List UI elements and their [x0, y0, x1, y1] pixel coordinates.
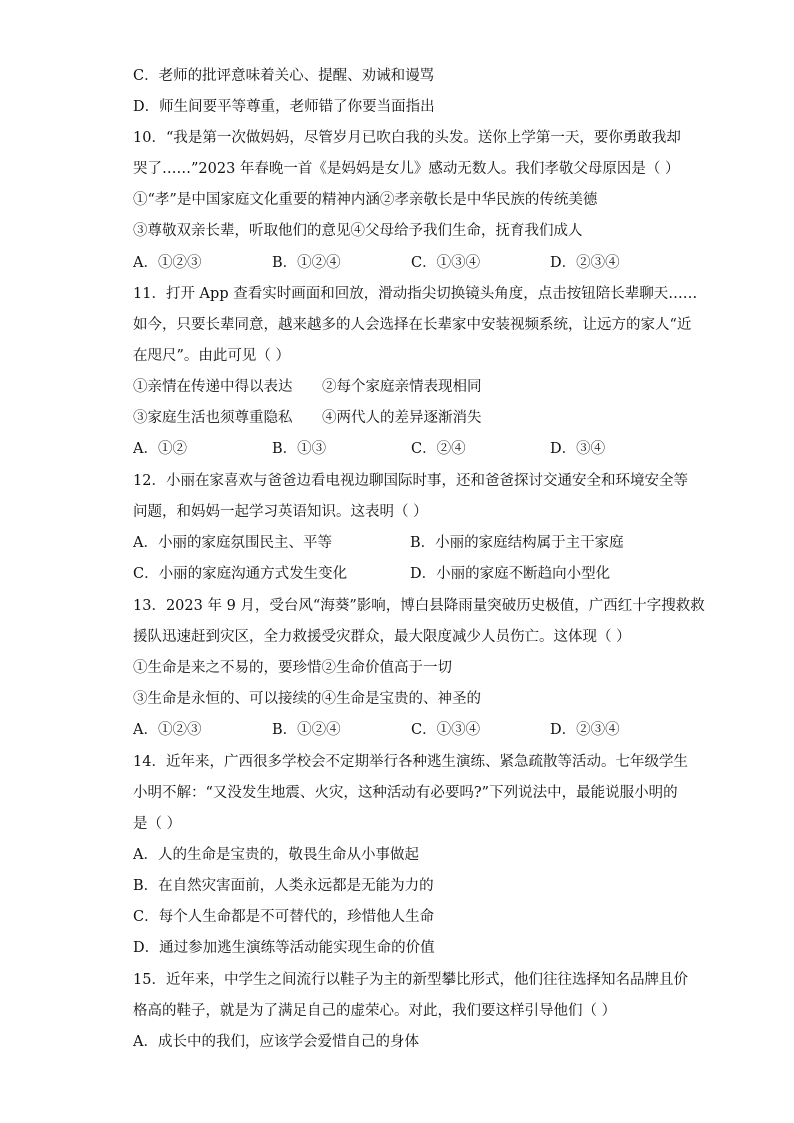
q11-statement-1: ①亲情在传递中得以表达 — [133, 379, 293, 395]
q14-stem-line2: 小明不解：“又没发生地震、火灾，这种活动有必要吗?”下列说法中，最能说服小明的 — [133, 785, 678, 801]
q13-option-d: D．②③④ — [550, 722, 620, 738]
q15-stem-line1: 15．近年来，中学生之间流行以鞋子为主的新型攀比形式，他们往往选择知名品牌且价 — [133, 972, 688, 988]
q11-option-c: C．②④ — [411, 441, 466, 457]
q10-option-d: D．②③④ — [550, 255, 620, 271]
q12-stem-line1: 12．小丽在家喜欢与爸爸边看电视边聊国际时事，还和爸爸探讨交通安全和环境安全等 — [133, 473, 688, 489]
q12-option-d: D．小丽的家庭不断趋向小型化 — [410, 566, 611, 582]
q10-stem-line2: 哭了……”2023 年春晚一首《是妈妈是女儿》感动无数人。我们孝敬父母原因是（ ） — [133, 161, 680, 177]
q11-stem-line1: 11．打开 App 查看实时画面和回放，滑动指尖切换镜头角度，点击按钮陪长辈聊天…… — [133, 286, 698, 302]
q12-option-c: C．小丽的家庭沟通方式发生变化 — [133, 566, 348, 582]
q10-stem-line1: 10．“我是第一次做妈妈，尽管岁月已吹白我的头发。送你上学第一天，要你勇敢我却 — [133, 130, 681, 146]
q11-option-d: D．③④ — [550, 441, 606, 457]
q13-statements-line2: ③生命是永恒的、可以接续的④生命是宝贵的、神圣的 — [133, 691, 481, 707]
q15-stem-line2: 格高的鞋子，就是为了满足自己的虚荣心。对此，我们要这样引导他们（ ） — [133, 1003, 617, 1019]
q10-option-a: A．①②③ — [133, 255, 202, 271]
q10-statements-line2: ③尊敬双亲长辈，听取他们的意见④父母给予我们生命，抚育我们成人 — [133, 223, 583, 239]
q15-option-a: A．成长中的我们，应该学会爱惜自己的身体 — [133, 1034, 419, 1050]
q11-statement-3: ③家庭生活也须尊重隐私 — [133, 410, 293, 426]
q11-statement-4: ④两代人的差异逐渐消失 — [322, 410, 482, 426]
q13-statements-line1: ①生命是来之不易的，要珍惜②生命价值高于一切 — [133, 660, 452, 676]
q10-option-b: B．①②④ — [272, 255, 341, 271]
q12-option-b: B．小丽的家庭结构属于主干家庭 — [410, 535, 624, 551]
q10-option-c: C．①③④ — [411, 255, 481, 271]
q14-option-a: A．人的生命是宝贵的，敬畏生命从小事做起 — [133, 847, 419, 863]
q11-option-b: B．①③ — [272, 441, 327, 457]
q14-option-d: D．通过参加逃生演练等活动能实现生命的价值 — [133, 940, 435, 956]
q11-option-a: A．①② — [133, 441, 187, 457]
q13-stem-line2: 援队迅速赶到灾区，全力救援受灾群众，最大限度减少人员伤亡。这体现（ ） — [133, 629, 631, 645]
q11-stem-line2: 如今，只要长辈同意，越来越多的人会选择在长辈家中安装视频系统，让远方的家人“近 — [133, 317, 692, 333]
q14-option-c: C．每个人生命都是不可替代的，珍惜他人生命 — [133, 909, 435, 925]
q13-option-c: C．①③④ — [411, 722, 481, 738]
q11-statement-2: ②每个家庭亲情表现相同 — [322, 379, 482, 395]
q10-statements-line1: ①“孝”是中国家庭文化重要的精神内涵②孝亲敬长是中华民族的传统美德 — [133, 192, 598, 208]
q13-stem-line1: 13．2023 年 9 月，受台风“海葵”影响，博白县降雨量突破历史极值，广西红十字搜救救 — [133, 598, 705, 614]
q12-stem-line2: 问题，和妈妈一起学习英语知识。这表明（ ） — [133, 504, 428, 520]
q14-stem-line1: 14．近年来，广西很多学校会不定期举行各种逃生演练、紧急疏散等活动。七年级学生 — [133, 754, 688, 770]
q13-option-a: A．①②③ — [133, 722, 202, 738]
q14-option-b: B．在自然灾害面前，人类永远都是无能为力的 — [133, 878, 434, 894]
q11-stem-line3: 在咫尺”。由此可见（ ） — [133, 348, 291, 364]
q13-option-b: B．①②④ — [272, 722, 341, 738]
q14-stem-line3: 是（ ） — [133, 816, 182, 832]
q9-option-d: D．师生间要平等尊重，老师错了你要当面指出 — [133, 99, 435, 115]
q9-option-c: C．老师的批评意味着关心、提醒、劝诫和谩骂 — [133, 68, 435, 84]
q12-option-a: A．小丽的家庭氛围民主、平等 — [133, 535, 332, 551]
